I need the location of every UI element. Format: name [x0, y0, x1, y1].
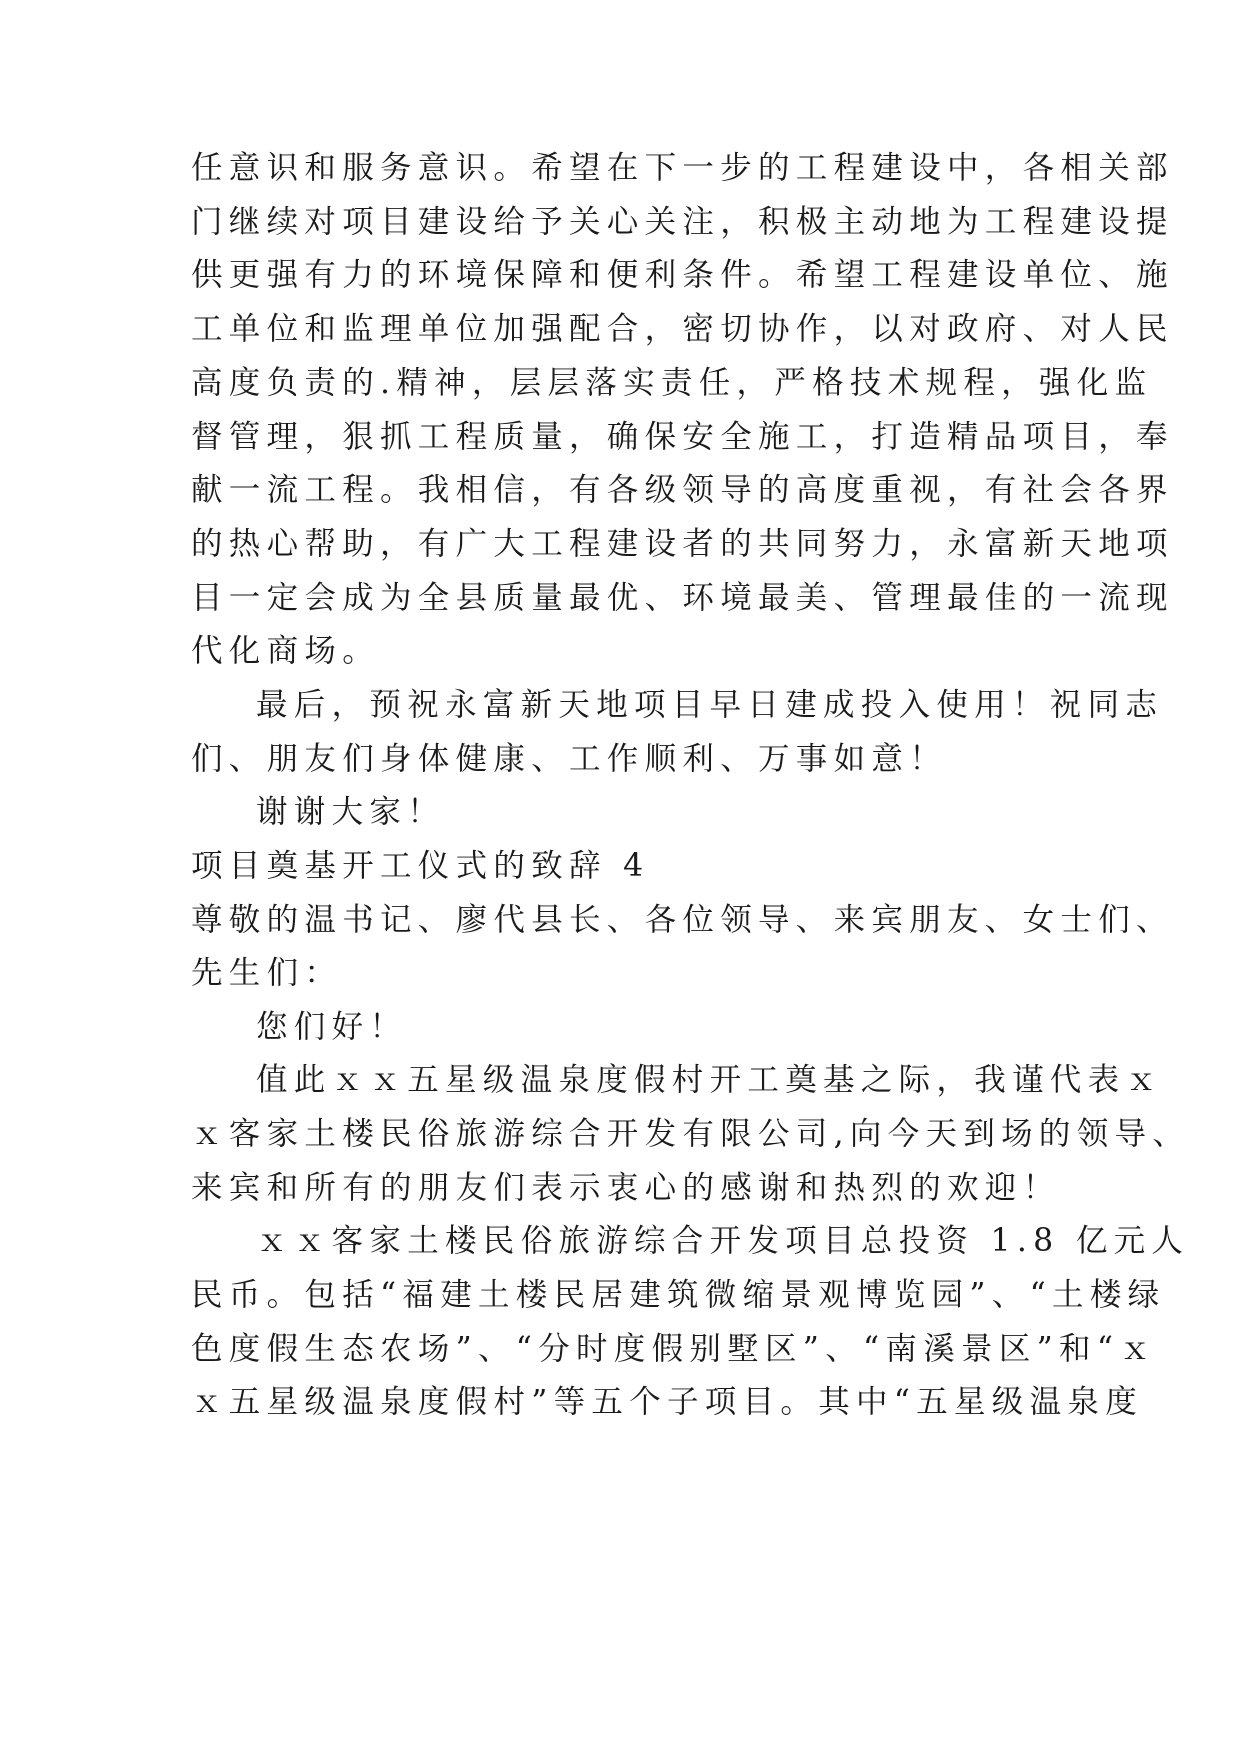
- body-text-line: 工单位和监理单位加强配合，密切协作，以对政府、对人民: [191, 311, 1174, 347]
- section-heading: 项目奠基开工仪式的致辞 4: [191, 848, 650, 884]
- body-text-line: ｘ客家土楼民俗旅游综合开发有限公司,向今天到场的领导、: [191, 1116, 1191, 1152]
- body-text-line: 目一定会成为全县质量最优、环境最美、管理最佳的一流现: [191, 580, 1174, 616]
- body-text-line: 供更强有力的环境保障和便利条件。希望工程建设单位、施: [191, 257, 1174, 293]
- body-text-line: 高度负责的.精神，层层落实责任，严格技术规程，强化监: [191, 365, 1153, 401]
- body-text-line: 们、朋友们身体健康、工作顺利、万事如意！: [191, 741, 948, 777]
- body-text-line: 民币。包括“福建土楼民居建筑微缩景观博览园”、“土楼绿: [191, 1277, 1166, 1313]
- salutation-line: 尊敬的温书记、廖代县长、各位领导、来宾朋友、女士们、: [191, 902, 1174, 938]
- body-text-line: 代化商场。: [191, 633, 381, 669]
- paragraph-first-line: ｘｘ客家土楼民俗旅游综合开发项目总投资 1.8 亿元人: [256, 1223, 1190, 1259]
- greeting: 您们好！: [256, 1009, 408, 1045]
- body-text-line: 的热心帮助，有广大工程建设者的共同努力，永富新天地项: [191, 526, 1174, 562]
- salutation-line: 先生们：: [191, 955, 343, 991]
- body-text-line: 任意识和服务意识。希望在下一步的工程建设中，各相关部: [191, 150, 1174, 186]
- body-text-line: 来宾和所有的朋友们表示衷心的感谢和热烈的欢迎！: [191, 1170, 1061, 1206]
- paragraph-first-line: 值此ｘｘ五星级温泉度假村开工奠基之际，我谨代表ｘ: [256, 1062, 1164, 1098]
- paragraph-first-line: 最后，预祝永富新天地项目早日建成投入使用！祝同志: [256, 687, 1164, 723]
- body-text-line: 色度假生态农场”、“分时度假别墅区”、“南溪景区”和“ｘ: [191, 1331, 1158, 1367]
- body-text-line: 献一流工程。我相信，有各级领导的高度重视，有社会各界: [191, 472, 1174, 508]
- body-text-line: ｘ五星级温泉度假村”等五个子项目。其中“五星级温泉度: [191, 1384, 1144, 1420]
- body-text-line: 督管理，狠抓工程质量，确保安全施工，打造精品项目，奉: [191, 419, 1174, 455]
- closing-thanks: 谢谢大家！: [256, 794, 446, 830]
- body-text-line: 门继续对项目建设给予关心关注，积极主动地为工程建设提: [191, 204, 1174, 240]
